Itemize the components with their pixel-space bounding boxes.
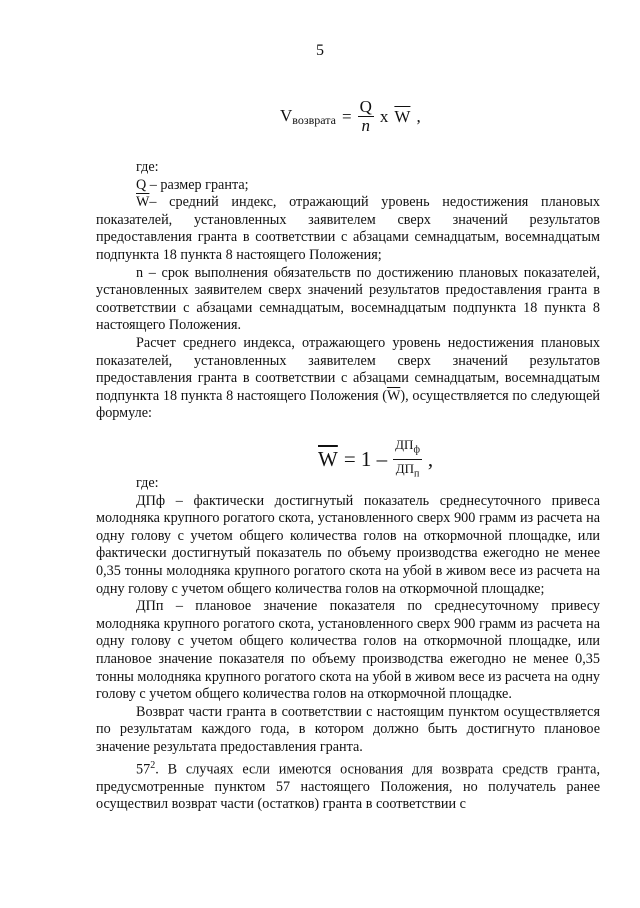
- dpf-definition: ДПф – фактически достигнутый показатель среднесуточного привеса молодняка крупного рогатого скота, установленного сверх 900 грамм из расчета на одну голову с учетом общего количества голов на откормочной площадке, или фактически достигнутый показатель по объему производства ежегодно не менее 0,35 тонны молодняка крупного рогатого скота на убой в живом весе из расчета на одну голову с учетом общего количества голов на откормочной площадке;: [96, 492, 600, 597]
- definitions-block-2: [96, 475, 600, 814]
- formula-equals: =: [342, 106, 352, 126]
- return-paragraph: Возврат части гранта в соответствии с настоящим пунктом осуществляется по результатам каждого года, в котором должно быть достигнуто плановое значение результата предоставления гранта.: [96, 703, 600, 755]
- formula2-comma: ,: [427, 446, 434, 471]
- formula-denominator: n: [361, 116, 370, 135]
- formula-comma: ,: [416, 106, 421, 126]
- formula-numerator: Q: [359, 97, 372, 116]
- q-definition: Q – размер гранта;: [136, 176, 249, 193]
- formula-times: x: [379, 106, 389, 126]
- formula2-denominator: $ДП_п$: [395, 460, 420, 480]
- n-definition: n – срок выполнения обязательств по достижению плановых показателей, установленных заявителем сверх значений результатов предоставления гранта в соответствии с абзацами семнадцатым, восемнадцатым подпункта 18 пункта 8 настоящего Положения.: [96, 264, 600, 334]
- w-definition: $\overline{W}-$ средний индекс, отражающий уровень недостижения плановых показателей, установленных заявителем сверх значений результатов предоставления гранта в соответствии с абзацами семнадцатым, восемнадцатым подпункта 18 пункта 8 настоящего Положения;: [96, 194, 600, 263]
- formula-left: $V_{возврата}$: [280, 105, 337, 127]
- formula2-w: $\overline{W}$: [318, 446, 338, 471]
- paragraph-57-2: $57^2$. В случаях если имеются основания для возврата средств гранта, предусмотренные пунктом 57 настоящего Положения, но получатель ранее осуществил возврат части (остатков) гранта в соответствии с: [96, 759, 600, 813]
- formula-return-amount: [280, 98, 421, 135]
- formula2-eq: = 1 –: [343, 446, 388, 471]
- where-label-2: где:: [136, 475, 159, 491]
- formula-w: $\overline{W}$: [394, 106, 411, 126]
- definitions-block-1: [96, 159, 600, 423]
- where-label: где:: [136, 159, 159, 175]
- formula-fraction: [358, 98, 374, 135]
- formula2-numerator: $ДП_ф$: [393, 436, 422, 460]
- calc-paragraph: Расчет среднего индекса, отражающего уровень недостижения плановых показателей, установленных заявителем сверх значений результатов предоставления гранта в соответствии с абзацами семнадцатым, восемнадцатым подпункта 18 пункта 8 настоящего Положения $(\overline{W})$, осуществляется по следующей формуле:: [96, 334, 600, 422]
- page-number: 5: [316, 42, 324, 59]
- dpp-definition: ДПп – плановое значение показателя по среднесуточному привесу молодняка крупного рогатого скота, установленного сверх 900 грамм из расчета на одну голову с учетом общего количества голов на откормочной площадке, или плановое значение показателя по объему производства ежегодно не менее 0,35 тонны молодняка крупного рогатого скота на убой в живом весе из расчета на одну голову с учетом общего количества голов на откормочной площадке.: [96, 598, 600, 703]
